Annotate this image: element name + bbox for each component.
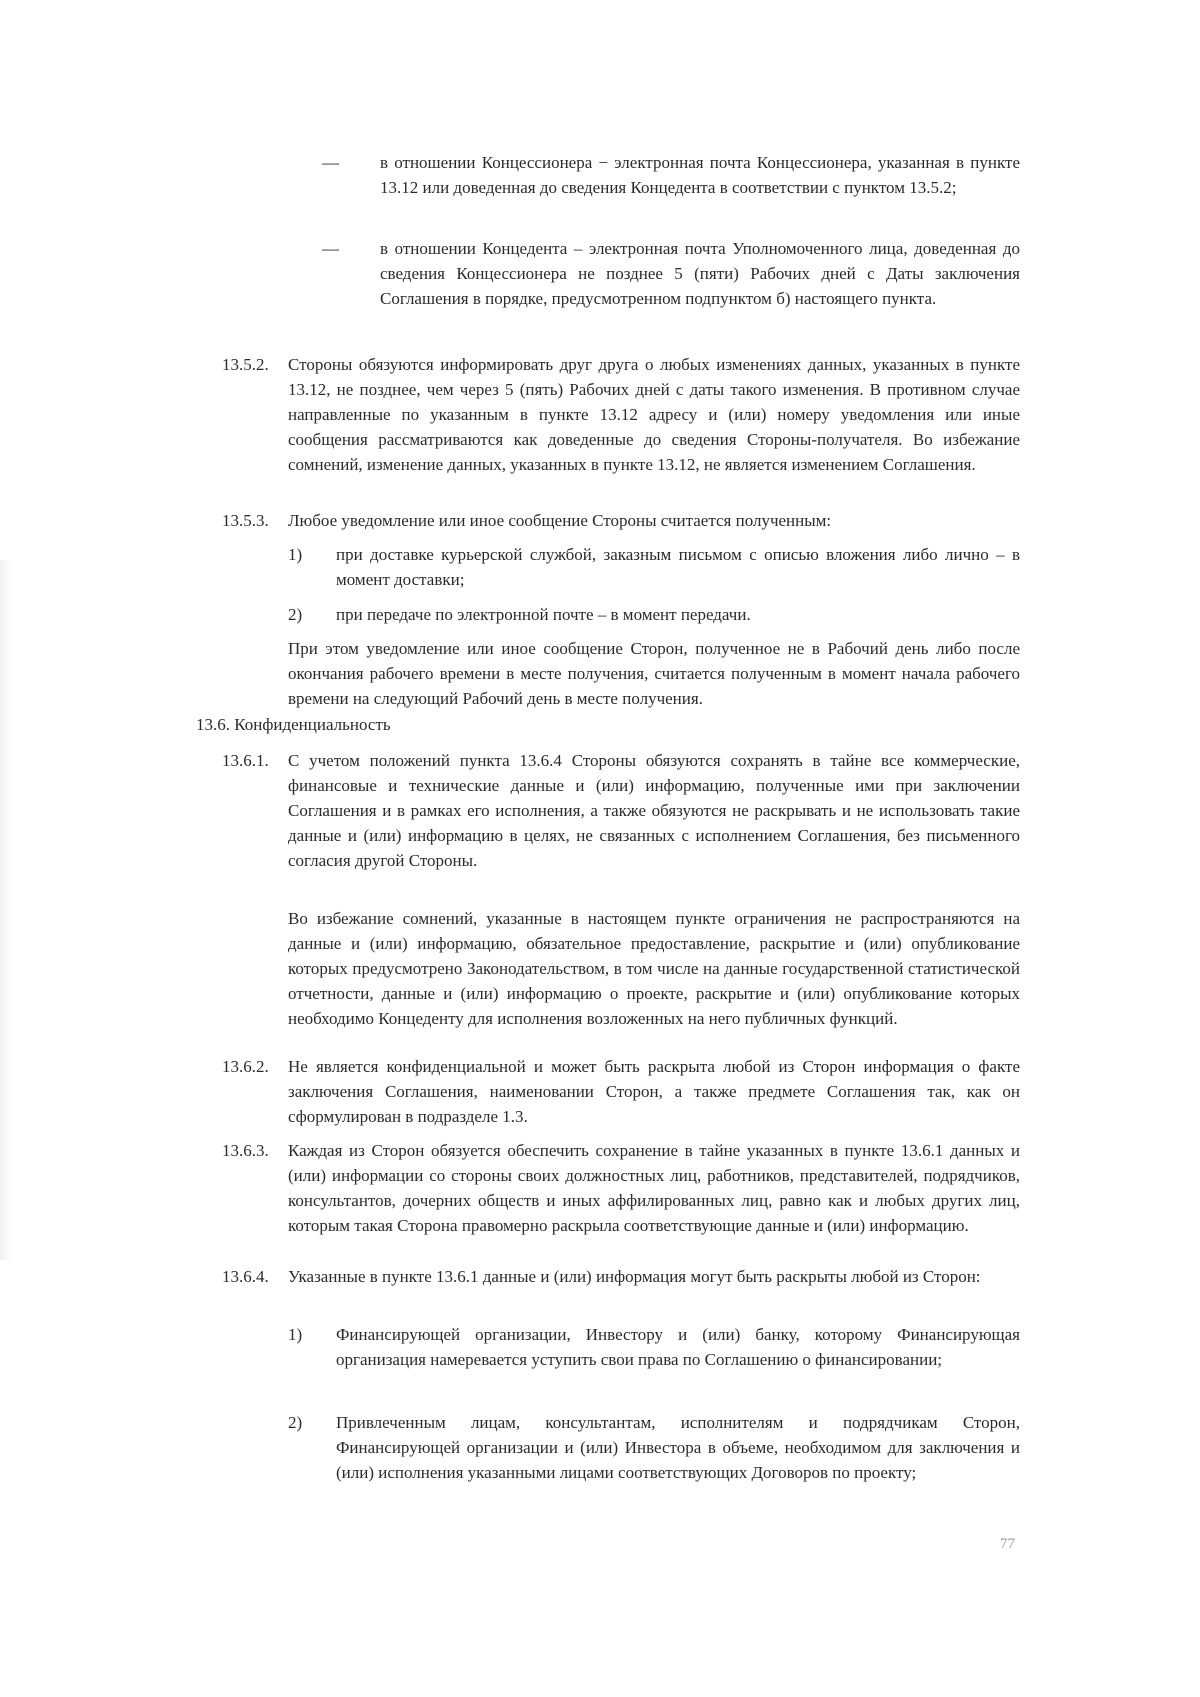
list-item-text: при доставке курьерской службой, заказным письмом с описью вложения либо лично – в момент доставки; xyxy=(336,545,1020,589)
list-item xyxy=(288,602,1020,627)
clause-13-5-2 xyxy=(222,352,1020,477)
clause-13-6-2 xyxy=(222,1054,1020,1129)
clause-13-5-3 xyxy=(222,508,1020,533)
clause-number: 13.6.4. xyxy=(222,1267,269,1286)
clause-13-6-4 xyxy=(222,1264,1020,1289)
clause-13-6-1 xyxy=(222,748,1020,873)
clause-13-6-1-note: Во избежание сомнений, указанные в настоящем пункте ограничения не распространяются на данные и (или) информацию, обязательное предоставление, раскрытие и (или) опубликование которых предусмотрено Законодательством, в том числе на данные государственной статистической отчетности, данные и (или) информацию о проекте, раскрытие и (или) опубликование которых необходимо Концеденту для исполнения возложенных на него публичных функций. xyxy=(288,909,1020,1028)
clause-text: Стороны обязуются информировать друг друга о любых изменениях данных, указанных в пункте 13.12, не позднее, чем через 5 (пять) Рабочих дней с даты такого изменения. В противном случае направленные по указанным в пункте 13.12 адресу и (или) номеру уведомления или иные сообщения рассматриваются как доведенные до сведения Стороны-получателя. Во избежание сомнений, изменение данных, указанных в пункте 13.12, не является изменением Соглашения. xyxy=(288,355,1020,474)
dash-item-concessionaire xyxy=(322,150,1020,200)
clause-text: Каждая из Сторон обязуется обеспечить сохранение в тайне указанных в пункте 13.6.1 данных и (или) информации со стороны своих должностных лиц, работников, представителей, подрядчиков, консультантов, дочерних обществ и иных аффилированных лиц, равно как и любых других лиц, которым такая Сторона правомерно раскрыла соответствующие данные и (или) информацию. xyxy=(288,1141,1020,1235)
clause-13-5-3-note: При этом уведомление или иное сообщение Сторон, полученное не в Рабочий день либо после окончания рабочего времени в месте получения, считается полученным в момент начала рабочего времени на следующий Рабочий день в месте получения. xyxy=(288,639,1020,708)
clause-text: С учетом положений пункта 13.6.4 Стороны обязуются сохранять в тайне все коммерческие, финансовые и технические данные и (или) информацию, полученные ими при заключении Соглашения и в рамках его исполнения, а также обязуются не раскрывать и не использовать такие данные и (или) информацию в целях, не связанных с исполнением Соглашения, без письменного согласия другой Стороны. xyxy=(288,751,1020,870)
clause-13-6-3 xyxy=(222,1138,1020,1238)
list-item-number: 2) xyxy=(288,605,303,624)
clause-number: 13.5.2. xyxy=(222,355,269,374)
page-number: 77 xyxy=(1000,1536,1015,1552)
clause-text: Любое уведомление или иное сообщение Стороны считается полученным: xyxy=(288,511,832,530)
section-heading: 13.6. Конфиденциальность xyxy=(196,715,391,734)
dash-item-text: в отношении Концессионера − электронная почта Концессионера, указанная в пункте 13.12 или доведенная до сведения Концедента в соответствии с пунктом 13.5.2; xyxy=(380,153,1020,197)
clause-text: Указанные в пункте 13.6.1 данные и (или) информация могут быть раскрыты любой из Сторон: xyxy=(288,1267,981,1286)
list-item-number: 1) xyxy=(288,1325,303,1344)
clause-text: Не является конфиденциальной и может быть раскрыта любой из Сторон информация о факте заключения Соглашения, наименовании Сторон, а также предмете Соглашения так, как он сформулирован в подразделе 1.3. xyxy=(288,1057,1020,1126)
list-item-number: 2) xyxy=(288,1413,303,1432)
clause-number: 13.6.2. xyxy=(222,1057,269,1076)
clause-number: 13.5.3. xyxy=(222,511,269,530)
dash-mark: — xyxy=(322,153,339,172)
clause-number: 13.6.1. xyxy=(222,751,269,770)
list-item xyxy=(288,1410,1020,1485)
dash-mark: — xyxy=(322,239,339,258)
scan-shadow xyxy=(0,560,14,1260)
list-item xyxy=(288,1322,1020,1372)
list-item-text: при передаче по электронной почте – в момент передачи. xyxy=(336,605,751,624)
dash-item-text: в отношении Концедента – электронная почта Уполномоченного лица, доведенная до сведения Концессионера не позднее 5 (пяти) Рабочих дней с Даты заключения Соглашения в порядке, предусмотренном подпунктом б) настоящего пункта. xyxy=(380,239,1020,308)
list-item-text: Финансирующей организации, Инвестору и (или) банку, которому Финансирующая организация намеревается уступить свои права по Соглашению о финансировании; xyxy=(336,1325,1020,1369)
list-item-number: 1) xyxy=(288,545,303,564)
list-item-text: Привлеченным лицам, консультантам, исполнителям и подрядчикам Сторон, Финансирующей организации и (или) Инвестора в объеме, необходимом для заключения и (или) исполнения указанными лицами соответствующих Договоров по проекту; xyxy=(336,1413,1020,1482)
clause-number: 13.6.3. xyxy=(222,1141,269,1160)
list-item xyxy=(288,542,1020,592)
dash-item-concedent xyxy=(322,236,1020,311)
